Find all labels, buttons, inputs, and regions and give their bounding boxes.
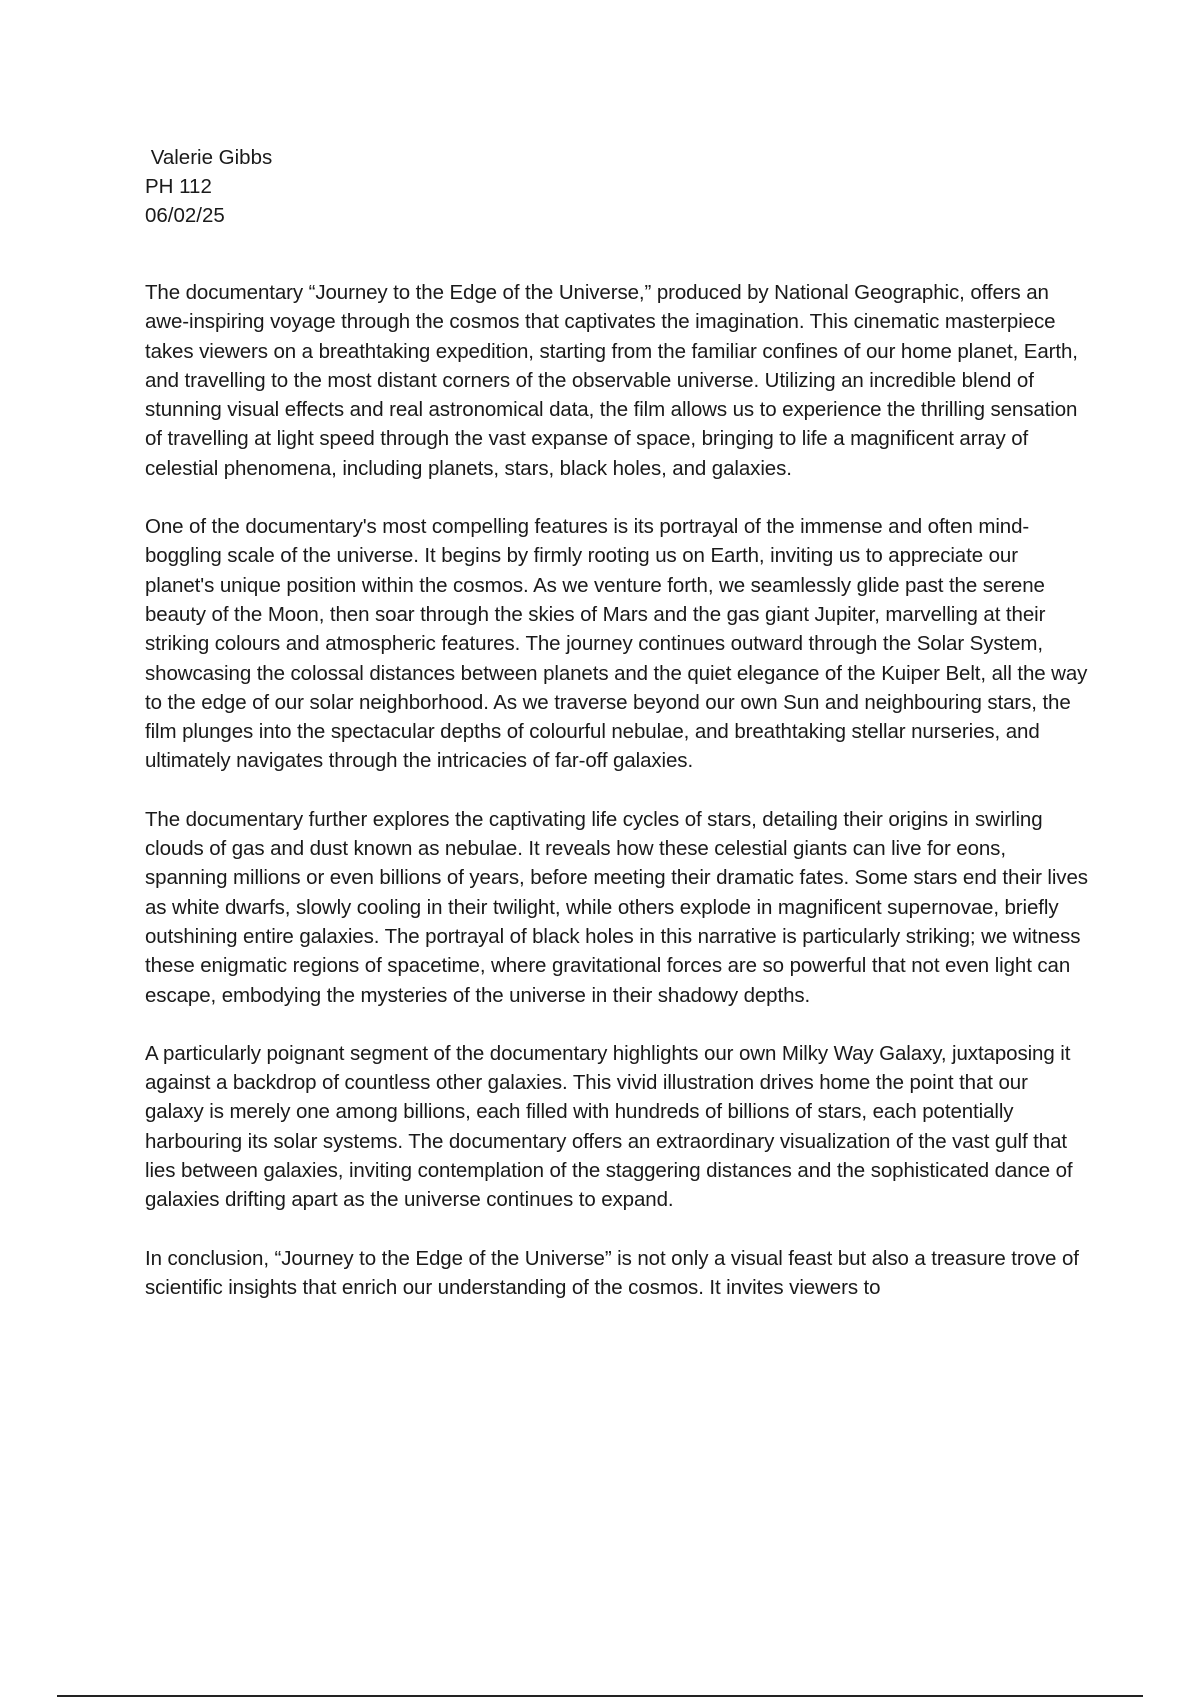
submission-date: 06/02/25 (145, 204, 225, 227)
student-header (145, 143, 1090, 230)
paragraph-conclusion: In conclusion, “Journey to the Edge of the Universe” is not only a visual feast but also a treasure trove of scientific insights that enrich our understanding of the cosmos. It invites viewers to (145, 1246, 1079, 1299)
paragraph-milky-way: A particularly poignant segment of the documentary highlights our own Milky Way Galaxy, juxtaposing it against a backdrop of countless other galaxies. This vivid illustration drives home the point that our galaxy is merely one among billions, each filled with hundreds of billions of stars, each potentially harbouring its solar systems. The documentary offers an extraordinary visualization of the vast gulf that lies between galaxies, inviting contemplation of the staggering distances and the sophisticated dance of galaxies drifting apart as the universe continues to expand. (145, 1041, 1073, 1212)
paragraph-introduction: The documentary “Journey to the Edge of the Universe,” produced by National Geographic, offers an awe-inspiring voyage through the cosmos that captivates the imagination. This cinematic masterpiece takes viewers on a breathtaking expedition, starting from the familiar confines of our home planet, Earth, and travelling to the most distant corners of the observable universe. Utilizing an incredible blend of stunning visual effects and real astronomical data, the film allows us to experience the thrilling sensation of travelling at light speed through the vast expanse of space, bringing to life a magnificent array of celestial phenomena, including planets, stars, black holes, and galaxies. (145, 281, 1078, 480)
paragraph-life-cycles-of-stars: The documentary further explores the captivating life cycles of stars, detailing their origins in swirling clouds of gas and dust known as nebulae. It reveals how these celestial giants can live for eons, spanning millions or even billions of years, before meeting their dramatic fates. Some stars end their lives as white dwarfs, slowly cooling in their twilight, while others explode in magnificent supernovae, briefly outshining entire galaxies. The portrayal of black holes in this narrative is particularly striking; we witness these enigmatic regions of spacetime, where gravitational forces are so powerful that not even light can escape, embodying the mysteries of the universe in their shadowy depths. (145, 807, 1088, 1007)
page-bottom-divider (57, 1695, 1143, 1697)
paragraph-scale-of-universe: One of the documentary's most compelling features is its portrayal of the immense and often mind-boggling scale of the universe. It begins by firmly rooting us on Earth, inviting us to appreciate our planet's unique position within the cosmos. As we venture forth, we seamlessly glide past the serene beauty of the Moon, then soar through the skies of Mars and the gas giant Jupiter, marvelling at their striking colours and atmospheric features. The journey continues outward through the Solar System, showcasing the colossal distances between planets and the quiet elegance of the Kuiper Belt, all the way to the edge of our solar neighborhood. As we traverse beyond our own Sun and neighbouring stars, the film plunges into the spectacular depths of colourful nebulae, and breathtaking stellar nurseries, and ultimately navigates through the intricacies of far-off galaxies. (145, 515, 1088, 773)
document-page (145, 143, 1090, 1331)
course-code: PH 112 (145, 175, 212, 198)
student-name: Valerie Gibbs (145, 146, 273, 169)
